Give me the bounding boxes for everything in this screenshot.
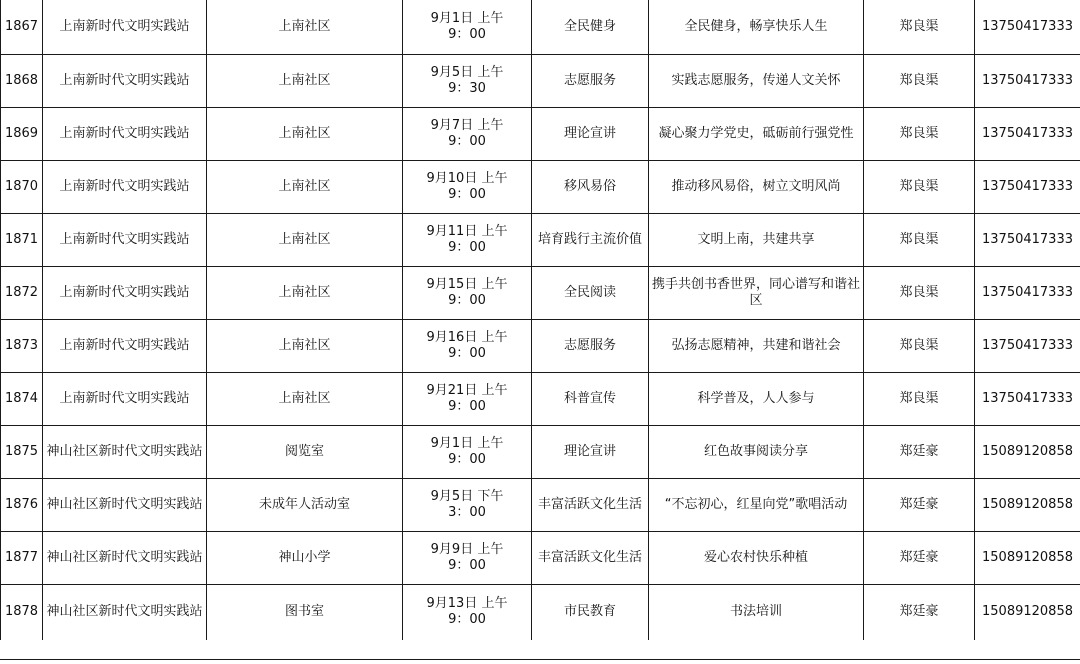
activity-time (403, 0, 532, 54)
activity-time (403, 478, 532, 531)
table-row (1, 478, 1080, 531)
activity-topic: 书法培训 (649, 584, 864, 640)
activity-clock: 9：00 (405, 134, 529, 150)
station-name: 神山社区新时代文明实践站 (43, 531, 207, 584)
activity-clock: 9：00 (405, 27, 529, 43)
activity-time (403, 372, 532, 425)
contact-person: 郑廷豪 (864, 531, 975, 584)
contact-person: 郑良渠 (864, 319, 975, 372)
activity-clock: 9：00 (405, 187, 529, 203)
activity-category: 理论宣讲 (532, 425, 649, 478)
table-bottom-edge (0, 659, 1080, 664)
row-number: 1878 (1, 584, 43, 640)
table-row (1, 0, 1080, 54)
table-row (1, 372, 1080, 425)
activity-clock: 9：00 (405, 452, 529, 468)
activity-time (403, 319, 532, 372)
contact-phone: 15089120858 (975, 531, 1080, 584)
table-row (1, 107, 1080, 160)
station-name: 上南新时代文明实践站 (43, 266, 207, 319)
contact-phone: 13750417333 (975, 213, 1080, 266)
activity-time (403, 266, 532, 319)
row-number: 1875 (1, 425, 43, 478)
activity-date: 9月10日 上午 (405, 171, 529, 187)
activity-date: 9月9日 上午 (405, 542, 529, 558)
activity-time (403, 54, 532, 107)
contact-phone: 13750417333 (975, 107, 1080, 160)
contact-phone: 15089120858 (975, 584, 1080, 640)
activity-date: 9月1日 上午 (405, 436, 529, 452)
station-name: 上南新时代文明实践站 (43, 0, 207, 54)
venue: 上南社区 (207, 0, 403, 54)
table-row (1, 425, 1080, 478)
table-body (1, 0, 1080, 640)
activity-clock: 9：00 (405, 346, 529, 362)
activity-date: 9月21日 上午 (405, 383, 529, 399)
activity-time (403, 584, 532, 640)
venue: 上南社区 (207, 319, 403, 372)
contact-phone: 13750417333 (975, 319, 1080, 372)
activity-time (403, 531, 532, 584)
activity-clock: 9：30 (405, 81, 529, 97)
activity-date: 9月7日 上午 (405, 118, 529, 134)
contact-person: 郑良渠 (864, 0, 975, 54)
row-number: 1877 (1, 531, 43, 584)
activity-topic: 科学普及，人人参与 (649, 372, 864, 425)
row-number: 1874 (1, 372, 43, 425)
activity-date: 9月13日 上午 (405, 596, 529, 612)
activity-time (403, 213, 532, 266)
activity-date: 9月5日 上午 (405, 65, 529, 81)
station-name: 上南新时代文明实践站 (43, 213, 207, 266)
activity-date: 9月5日 下午 (405, 489, 529, 505)
activity-clock: 9：00 (405, 240, 529, 256)
table-row (1, 584, 1080, 640)
activity-category: 移风易俗 (532, 160, 649, 213)
activity-topic: 实践志愿服务，传递人文关怀 (649, 54, 864, 107)
activity-clock: 9：00 (405, 558, 529, 574)
row-number: 1868 (1, 54, 43, 107)
activity-topic: 携手共创书香世界，同心谱写和谐社区 (649, 266, 864, 319)
row-number: 1867 (1, 0, 43, 54)
activity-topic: “不忘初心，红星向党”歌唱活动 (649, 478, 864, 531)
activity-clock: 9：00 (405, 612, 529, 628)
activity-category: 志愿服务 (532, 54, 649, 107)
activity-date: 9月11日 上午 (405, 224, 529, 240)
venue: 上南社区 (207, 160, 403, 213)
venue: 阅览室 (207, 425, 403, 478)
table-row (1, 531, 1080, 584)
activity-category: 全民健身 (532, 0, 649, 54)
table-row (1, 213, 1080, 266)
venue: 神山小学 (207, 531, 403, 584)
contact-phone: 15089120858 (975, 478, 1080, 531)
venue: 上南社区 (207, 54, 403, 107)
activity-topic: 全民健身，畅享快乐人生 (649, 0, 864, 54)
activity-topic: 文明上南，共建共享 (649, 213, 864, 266)
row-number: 1873 (1, 319, 43, 372)
contact-person: 郑廷豪 (864, 425, 975, 478)
contact-phone: 13750417333 (975, 160, 1080, 213)
activity-time (403, 107, 532, 160)
venue: 上南社区 (207, 372, 403, 425)
contact-phone: 13750417333 (975, 54, 1080, 107)
row-number: 1872 (1, 266, 43, 319)
contact-phone: 13750417333 (975, 0, 1080, 54)
row-number: 1876 (1, 478, 43, 531)
contact-person: 郑良渠 (864, 372, 975, 425)
contact-person: 郑良渠 (864, 107, 975, 160)
venue: 上南社区 (207, 266, 403, 319)
activity-date: 9月15日 上午 (405, 277, 529, 293)
contact-person: 郑良渠 (864, 213, 975, 266)
activity-category: 全民阅读 (532, 266, 649, 319)
contact-person: 郑良渠 (864, 266, 975, 319)
activity-clock: 9：00 (405, 399, 529, 415)
table-row (1, 319, 1080, 372)
venue: 图书室 (207, 584, 403, 640)
contact-phone: 13750417333 (975, 266, 1080, 319)
venue: 未成年人活动室 (207, 478, 403, 531)
activity-date: 9月16日 上午 (405, 330, 529, 346)
table-row (1, 54, 1080, 107)
activity-topic: 弘扬志愿精神，共建和谐社会 (649, 319, 864, 372)
contact-phone: 15089120858 (975, 425, 1080, 478)
row-number: 1870 (1, 160, 43, 213)
station-name: 神山社区新时代文明实践站 (43, 584, 207, 640)
activity-category: 科普宣传 (532, 372, 649, 425)
activity-clock: 3：00 (405, 505, 529, 521)
activity-topic: 爱心农村快乐种植 (649, 531, 864, 584)
row-number: 1869 (1, 107, 43, 160)
table-row (1, 160, 1080, 213)
contact-phone: 13750417333 (975, 372, 1080, 425)
station-name: 上南新时代文明实践站 (43, 160, 207, 213)
activity-category: 理论宣讲 (532, 107, 649, 160)
activity-time (403, 425, 532, 478)
table-row (1, 266, 1080, 319)
activity-topic: 推动移风易俗，树立文明风尚 (649, 160, 864, 213)
station-name: 神山社区新时代文明实践站 (43, 478, 207, 531)
activity-category: 丰富活跃文化生活 (532, 531, 649, 584)
contact-person: 郑廷豪 (864, 584, 975, 640)
row-number: 1871 (1, 213, 43, 266)
activity-time (403, 160, 532, 213)
activity-date: 9月1日 上午 (405, 11, 529, 27)
station-name: 上南新时代文明实践站 (43, 319, 207, 372)
station-name: 上南新时代文明实践站 (43, 54, 207, 107)
contact-person: 郑良渠 (864, 54, 975, 107)
activity-category: 市民教育 (532, 584, 649, 640)
station-name: 神山社区新时代文明实践站 (43, 425, 207, 478)
activity-topic: 红色故事阅读分享 (649, 425, 864, 478)
activity-topic: 凝心聚力学党史，砥砺前行强党性 (649, 107, 864, 160)
station-name: 上南新时代文明实践站 (43, 107, 207, 160)
activity-clock: 9：00 (405, 293, 529, 309)
activity-category: 培育践行主流价值 (532, 213, 649, 266)
contact-person: 郑廷豪 (864, 478, 975, 531)
venue: 上南社区 (207, 107, 403, 160)
contact-person: 郑良渠 (864, 160, 975, 213)
activity-category: 志愿服务 (532, 319, 649, 372)
venue: 上南社区 (207, 213, 403, 266)
station-name: 上南新时代文明实践站 (43, 372, 207, 425)
activity-category: 丰富活跃文化生活 (532, 478, 649, 531)
